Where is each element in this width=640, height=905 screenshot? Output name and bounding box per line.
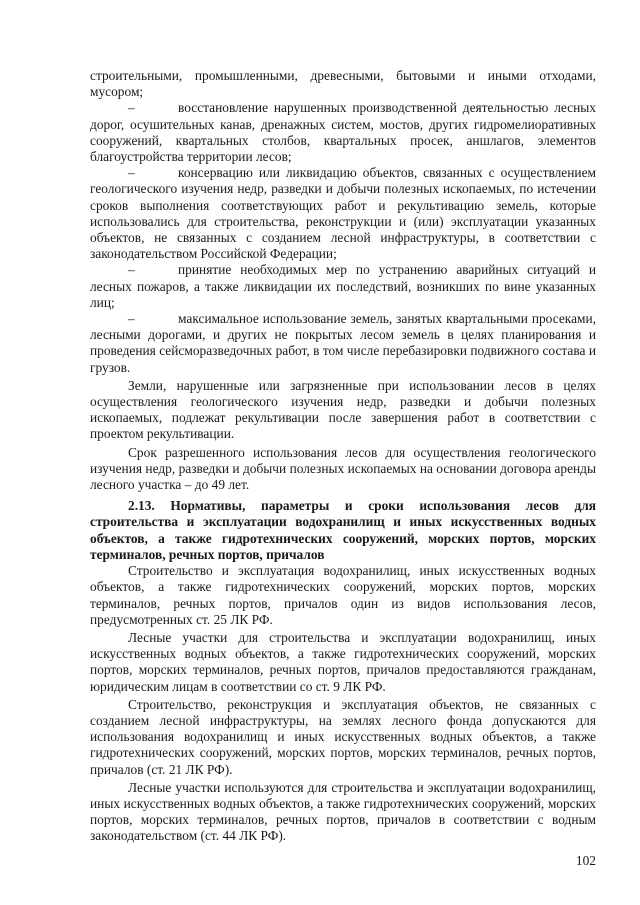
bullet-dash: –	[128, 262, 135, 278]
paragraph-water-legislation: Лесные участки используются для строительства и эксплуатации водохранилищ, иных искусственных водных объектов, а также гидротехнических сооружений, морских портов, морских терминалов, речных портов, причалов в соответствии с водным законодательством (ст. 44 ЛК РФ).	[90, 779, 596, 844]
list-item-text: максимальное использование земель, занятых квартальными просеками, лесными дорогами, и других не покрытых лесом земель в целях планирования и проведения сейсморазведочных работ, в том числе перебазировки подвижного состава и грузов.	[90, 311, 596, 375]
bullet-dash: –	[128, 165, 135, 181]
paragraph-infrastructure: Строительство, реконструкция и эксплуатация объектов, не связанных с созданием лесной инфраструктуры, на землях лесного фонда допускаются для использования водохранилищ и иных искусственных водных объектов, а также гидротехнических сооружений, морских портов, морских терминалов, речных портов, причалов (ст. 21 ЛК РФ).	[90, 696, 596, 777]
list-item-conservation	[90, 165, 596, 262]
bullet-dash: –	[128, 100, 135, 116]
paragraph-land-allocation: Лесные участки для строительства и эксплуатации водохранилищ, иных искусственных водных объектов, а также гидротехнических сооружений, морских портов, морских терминалов, речных портов, причалов предоставляются гражданам, юридическим лицам в соответствии со ст. 9 ЛК РФ.	[90, 629, 596, 694]
document-page	[90, 68, 596, 845]
paragraph-lease-term: Срок разрешенного использования лесов для осуществления геологического изучения недр, разведки и добычи полезных ископаемых на основании договора аренды лесного участка – до 49 лет.	[90, 444, 596, 493]
list-item-text: консервацию или ликвидацию объектов, связанных с осуществлением геологического изучения недр, разведки и добычи полезных ископаемых, по истечении сроков выполнения соответствующих работ и рекультивацию земель, которые использовались для строительства, реконструкции и (или) эксплуатации указанных объектов, не связанных с созданием лесной инфраструктуры, в соответствии с законодательством Российской Федерации;	[90, 165, 596, 262]
section-heading-2-13: 2.13. Нормативы, параметры и сроки использования лесов для строительства и эксплуатации водохранилищ и иных искусственных водных объектов, а также гидротехнических сооружений, морских портов, морских терминалов, речных портов, причалов	[90, 498, 596, 562]
list-item-road-restoration	[90, 100, 596, 165]
bullet-dash: –	[128, 311, 135, 327]
page-number: 102	[575, 853, 596, 868]
paragraph-reclamation: Земли, нарушенные или загрязненные при использовании лесов в целях осуществления геологического изучения недр, разведки и добычи полезных ископаемых, подлежат рекультивации после завершения работ в соответствии с проектом рекультивации.	[90, 377, 596, 442]
list-item-land-use	[90, 311, 596, 376]
list-item-text: восстановление нарушенных производственной деятельностью лесных дорог, осушительных канав, дренажных систем, мостов, других гидромелиоративных сооружений, квартальных столбов, квартальных просек, аншлагов, элементов благоустройства территории лесов;	[90, 100, 596, 165]
paragraph-waste-continuation: строительными, промышленными, древесными, бытовыми и иными отходами, мусором;	[90, 68, 596, 100]
list-item-text: принятие необходимых мер по устранению аварийных ситуаций и лесных пожаров, а также ликвидации их последствий, возникших по вине указанных лиц;	[90, 262, 596, 310]
paragraph-construction-types: Строительство и эксплуатация водохранилищ, иных искусственных водных объектов, а также гидротехнических сооружений, морских портов, морских терминалов, речных портов, причалов один из видов использования лесов, предусмотренных ст. 25 ЛК РФ.	[90, 563, 596, 627]
list-item-emergency-measures	[90, 262, 596, 311]
